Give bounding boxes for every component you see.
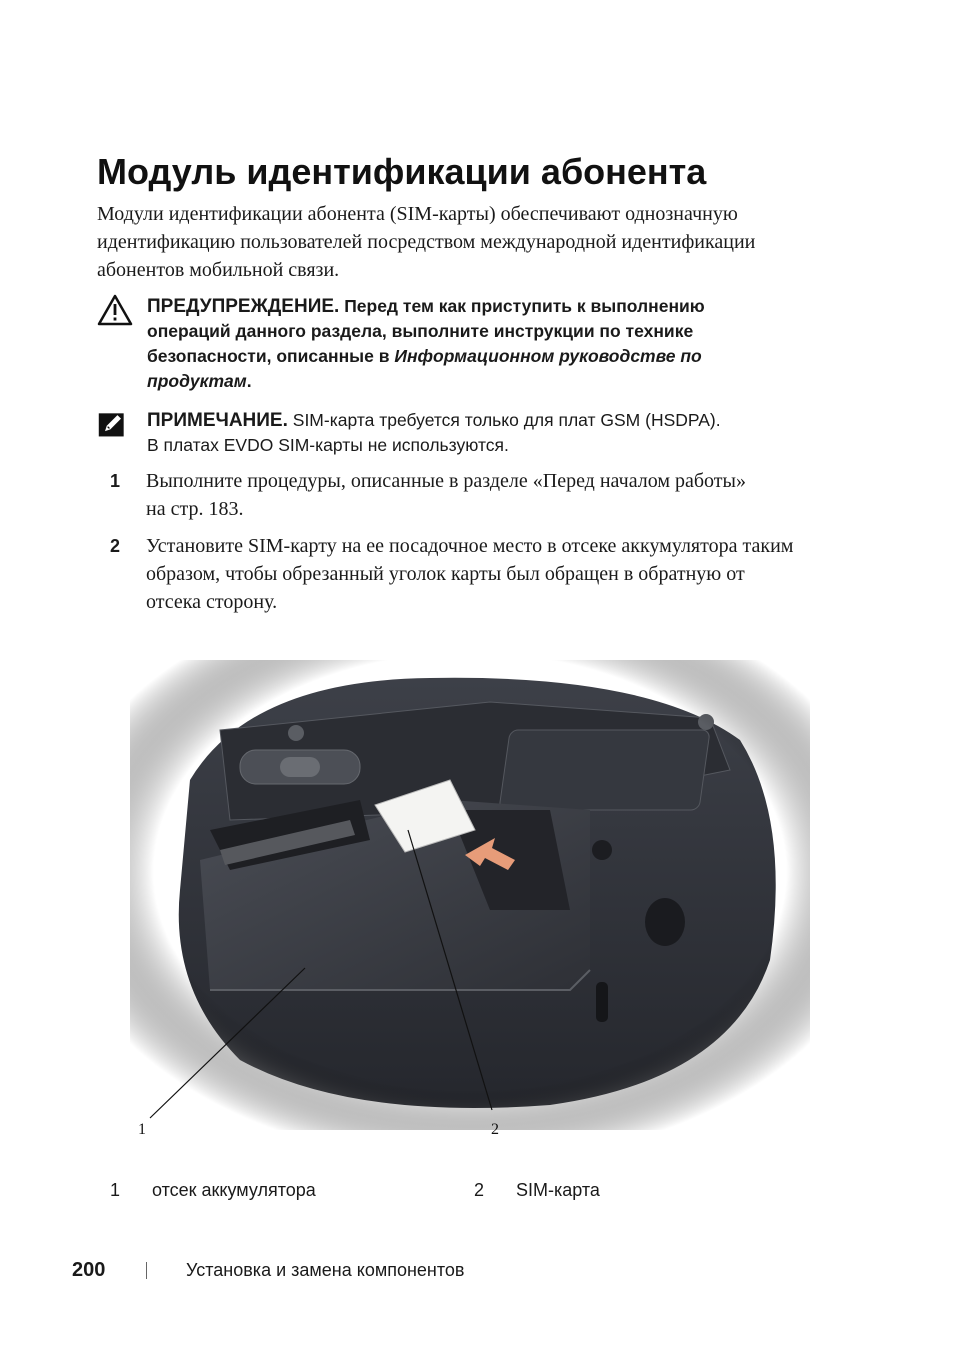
callout-label: 1 [138, 1121, 146, 1138]
legend-label: SIM-карта [516, 1180, 600, 1200]
warning-triangle-icon [97, 294, 133, 326]
step-text [146, 467, 846, 523]
step-line: образом, чтобы обрезанный уголок карты был обращен в обратную от [146, 563, 745, 585]
step-item [110, 532, 840, 618]
page-number: 200 [72, 1259, 106, 1281]
warning-line: безопасности, описанные в [147, 346, 390, 366]
legend-label: отсек аккумулятора [152, 1180, 316, 1200]
intro-line: идентификацию пользователей посредством международной идентификации [97, 231, 756, 253]
warning-text [147, 294, 837, 394]
warning-label: ПРЕДУПРЕЖДЕНИЕ. [147, 296, 340, 317]
step-item [110, 467, 840, 527]
note-notice [97, 408, 837, 460]
intro-line: абонентов мобильной связи. [97, 259, 340, 281]
sim-card-installation-illustration [130, 660, 810, 1130]
note-label: ПРИМЕЧАНИЕ. [147, 410, 288, 431]
legend-number: 1 [110, 1180, 121, 1200]
note-line: В платах EVDO SIM-карты не используются. [147, 435, 509, 455]
callout-label: 2 [491, 1121, 499, 1138]
intro-line: Модули идентификации абонента (SIM-карты) обеспечивают однозначную [97, 203, 738, 225]
footer-section-title: Установка и замена компонентов [186, 1260, 465, 1280]
note-text [147, 408, 837, 458]
manual-reference: Информационном руководстве по [394, 346, 702, 366]
warning-line: . [246, 371, 252, 391]
step-number: 2 [110, 536, 121, 556]
page-title: Модуль идентификации абонента [97, 151, 707, 192]
footer-divider [146, 1262, 147, 1279]
step-text [146, 532, 846, 616]
legend-number: 2 [474, 1180, 485, 1200]
note-line: SIM-карта требуется только для плат GSM (HSDPA). [292, 410, 721, 430]
warning-notice [97, 294, 837, 394]
manual-reference: продуктам [147, 371, 247, 391]
step-line: на стр. 183. [146, 498, 244, 520]
step-number: 1 [110, 471, 121, 491]
step-line: отсека сторону. [146, 591, 278, 613]
warning-line: операций данного раздела, выполните инструкции по технике [147, 321, 694, 341]
warning-line: Перед тем как приступить к выполнению [344, 296, 705, 316]
note-pencil-icon [97, 408, 129, 440]
intro-paragraph [97, 200, 837, 284]
step-line: Установите SIM-карту на ее посадочное место в отсеке аккумулятора таким [146, 535, 794, 557]
step-line: Выполните процедуры, описанные в разделе «Перед началом работы» [146, 470, 746, 492]
